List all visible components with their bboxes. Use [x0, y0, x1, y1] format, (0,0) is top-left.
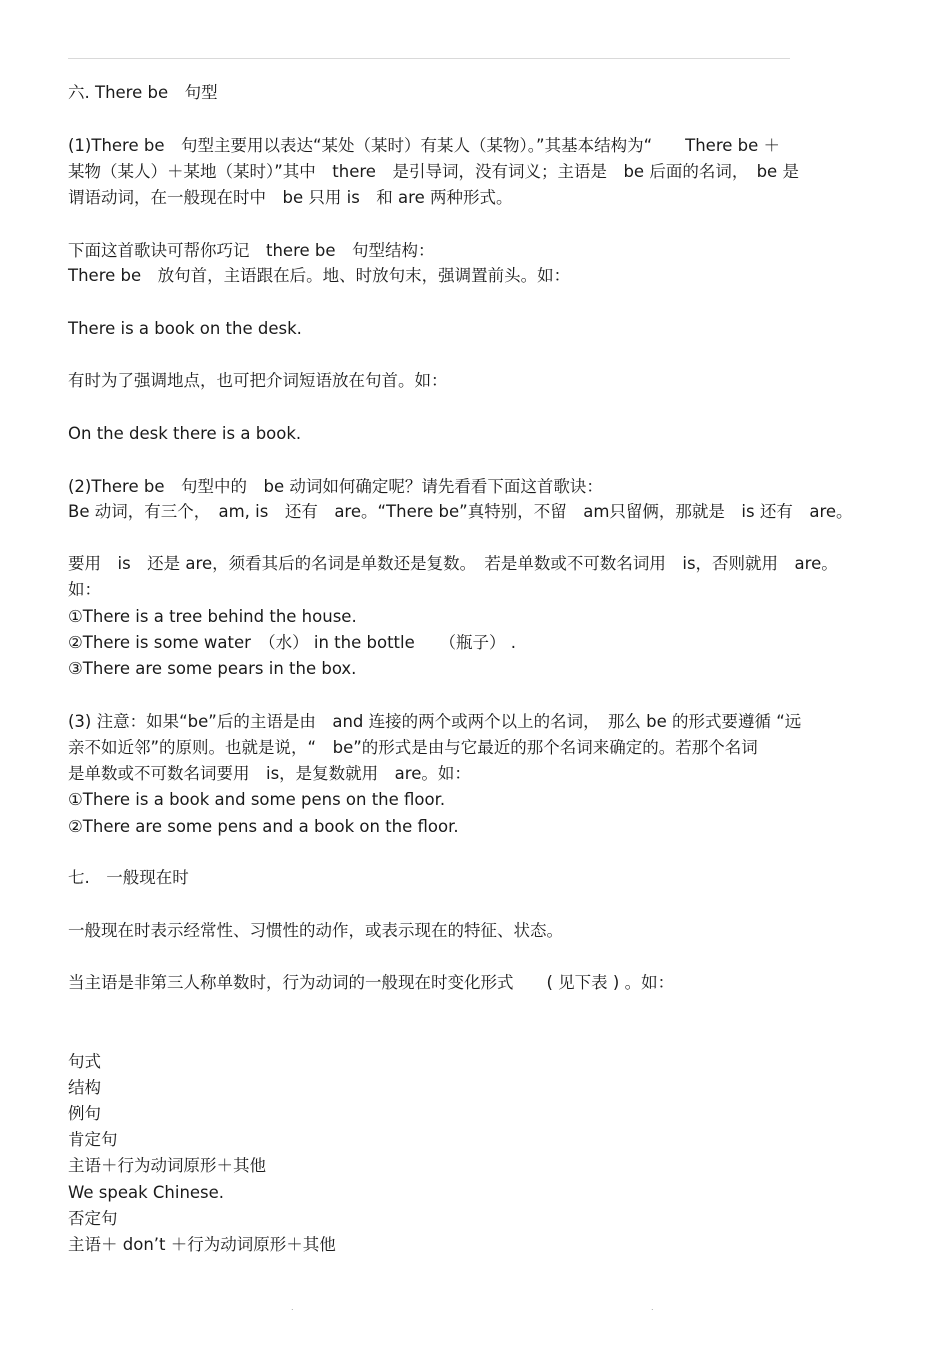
- text-line: 要用 is 还是 are，须看其后的名词是单数还是复数。 若是单数或不可数名词用 is，否则就用 are。: [68, 554, 838, 573]
- footer-mark-left: .: [291, 1303, 294, 1312]
- text-line: (2)There be 句型中的 be 动词如何确定呢？请先看看下面这首歌诀：: [68, 477, 603, 496]
- text-line: 当主语是非第三人称单数时，行为动词的一般现在时变化形式 ( 见下表 ) 。如：: [68, 973, 675, 992]
- text-line: 有时为了强调地点，也可把介词短语放在句首。如：: [68, 371, 448, 390]
- table-cell: 主语＋ don’t ＋行为动词原形＋其他: [68, 1235, 336, 1254]
- text-line: 亲不如近邻”的原则。也就是说，“ be”的形式是由与它最近的那个名词来确定的。若那个名词: [68, 738, 758, 757]
- text-line: 某物（某人）＋某地（某时）”其中 there 是引导词，没有词义；主语是 be 后面的名词， be 是: [68, 162, 799, 181]
- section-heading-present-tense: 七. 一般现在时: [68, 868, 189, 887]
- table-cell: 句式: [68, 1052, 101, 1071]
- example-sentence: ②There are some pens and a book on the floor.: [68, 817, 459, 836]
- table-cell: 肯定句: [68, 1130, 118, 1149]
- example-sentence: There is a book on the desk.: [68, 319, 302, 338]
- header-rule: [68, 58, 790, 59]
- table-cell: 结构: [68, 1078, 101, 1097]
- table-cell: We speak Chinese.: [68, 1183, 225, 1202]
- table-cell: 主语＋行为动词原形＋其他: [68, 1156, 266, 1175]
- text-line: 谓语动词，在一般现在时中 be 只用 is 和 are 两种形式。: [68, 188, 513, 207]
- text-line: 下面这首歌诀可帮你巧记 there be 句型结构：: [68, 241, 435, 260]
- text-line: (3) 注意：如果“be”后的主语是由 and 连接的两个或两个以上的名词， 那么 be 的形式要遵循 “远: [68, 712, 802, 731]
- example-sentence: On the desk there is a book.: [68, 424, 302, 443]
- example-sentence: ③There are some pears in the box.: [68, 659, 357, 678]
- text-line: Be 动词，有三个， am, is 还有 are。“There be”真特别，不留 am只留俩，那就是 is 还有 are。: [68, 502, 853, 521]
- text-line: There be 放句首，主语跟在后。地、时放句末，强调置前头。如：: [68, 266, 571, 285]
- text-line: 如：: [68, 580, 101, 599]
- example-sentence: ①There is a tree behind the house.: [68, 607, 357, 626]
- text-line: 一般现在时表示经常性、习惯性的动作，或表示现在的特征、状态。: [68, 921, 563, 940]
- section-heading-there-be: 六. There be 句型: [68, 83, 218, 102]
- example-sentence: ②There is some water （水） in the bottle （瓶子） .: [68, 633, 516, 652]
- example-sentence: ①There is a book and some pens on the floor.: [68, 790, 446, 809]
- footer-mark-right: .: [651, 1303, 654, 1312]
- text-line: (1)There be 句型主要用以表达“某处（某时）有某人（某物）。”其基本结构为“ There be ＋: [68, 136, 781, 155]
- table-cell: 例句: [68, 1104, 101, 1123]
- text-line: 是单数或不可数名词要用 is，是复数就用 are。如：: [68, 764, 471, 783]
- table-cell: 否定句: [68, 1209, 118, 1228]
